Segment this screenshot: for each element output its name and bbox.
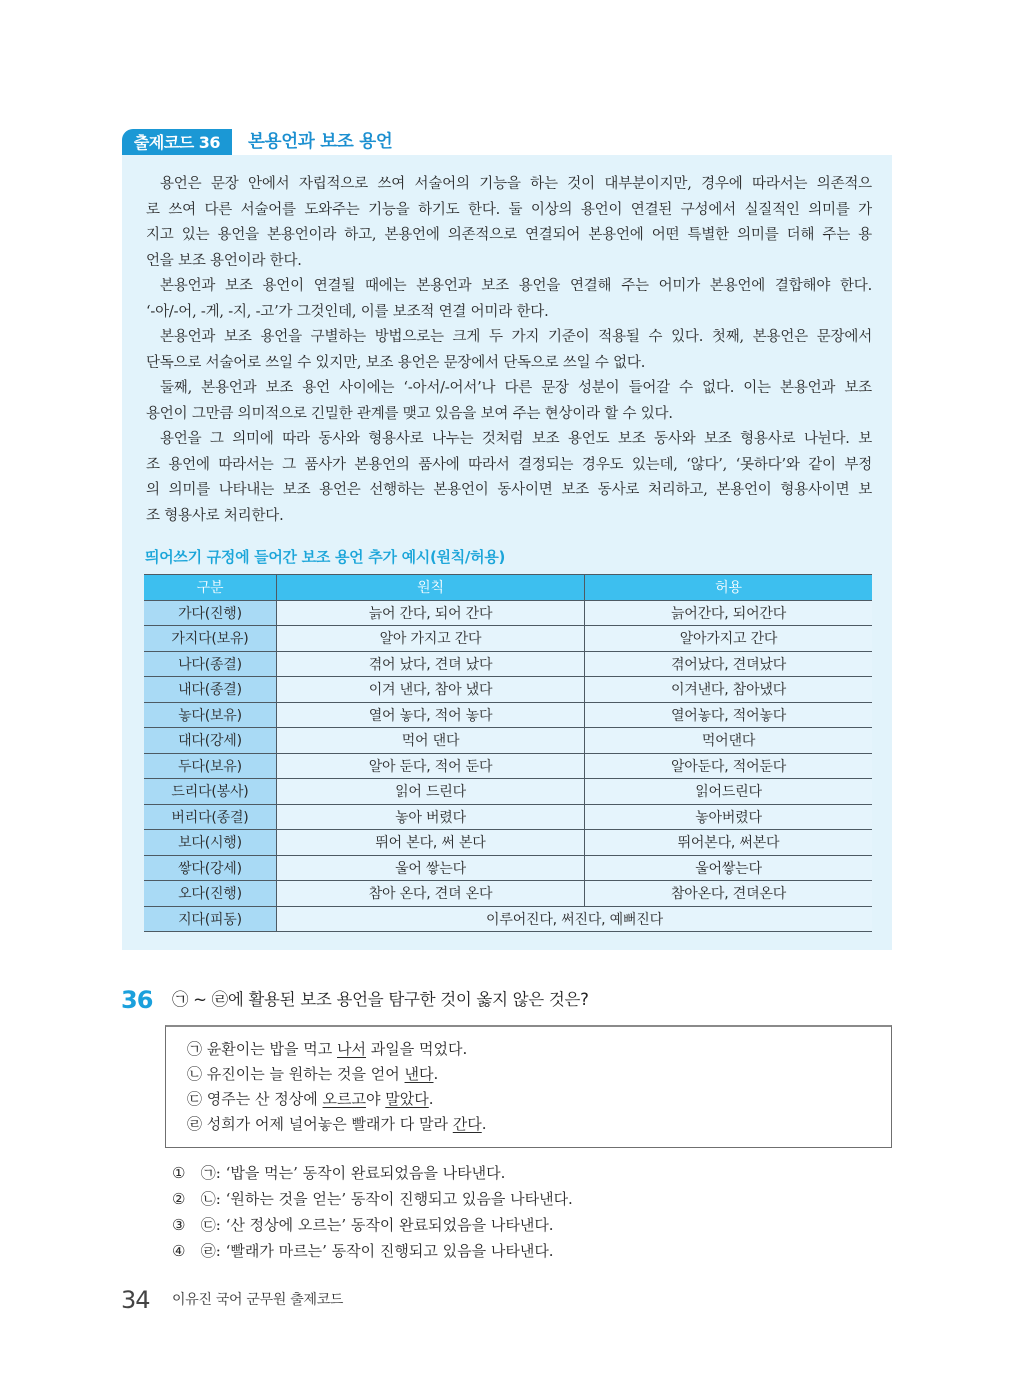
question-number: 36 — [121, 986, 153, 1014]
choice-marker: ㉠: — [200, 1164, 221, 1182]
paragraph — [146, 325, 872, 376]
text-line: 의 의미를 나타내는 보조 용언은 선행하는 본용언이 동사이면 보조 동사로 처리하고, 본용언이 형용사이면 보 — [146, 482, 872, 498]
allowed-cell: 먹어댄다 — [585, 728, 873, 754]
principle-cell: 알아 둔다, 적어 둔다 — [277, 753, 585, 779]
example-marker: ㉡ — [187, 1065, 203, 1083]
example-item — [187, 1112, 487, 1137]
question-prompt: ㉠ ~ ㉣에 활용된 보조 용언을 탐구한 것이 옳지 않은 것은? — [172, 990, 589, 1009]
category-cell: 오다(진행) — [144, 881, 277, 907]
allowed-cell: 이겨낸다, 참아냈다 — [585, 677, 873, 703]
category-cell: 내다(종결) — [144, 677, 277, 703]
example-text: 야 — [366, 1090, 386, 1108]
table-row — [144, 855, 872, 881]
answer-choice-4[interactable] — [172, 1238, 573, 1264]
category-cell: 드리다(봉사) — [144, 779, 277, 805]
table-row — [144, 728, 872, 754]
example-text: . — [428, 1090, 434, 1108]
category-cell: 보다(시행) — [144, 830, 277, 856]
table-row — [144, 626, 872, 652]
choice-marker: ㉡: — [200, 1190, 221, 1208]
category-cell: 두다(보유) — [144, 753, 277, 779]
paragraph — [146, 427, 872, 529]
example-text: 성희가 어제 널어놓은 빨래가 다 말라 — [206, 1115, 453, 1133]
category-cell: 대다(강세) — [144, 728, 277, 754]
allowed-cell: 울어쌓는다 — [585, 855, 873, 881]
principle-cell: 이겨 낸다, 참아 냈다 — [277, 677, 585, 703]
choice-marker: ㉣: — [200, 1242, 221, 1260]
example-text: 윤환이는 밥을 먹고 — [206, 1040, 338, 1058]
text-line: 조 용언에 따라서는 그 품사가 본용언의 품사에 따라서 결정되는 경우도 있는데, ‘않다’, ‘못하다’와 같이 부정 — [146, 456, 872, 473]
choice-text: ‘빨래가 마르는’ 동작이 진행되고 있음을 나타낸다. — [225, 1242, 554, 1260]
table-row — [144, 651, 872, 677]
example-marker: ㉢ — [187, 1090, 203, 1108]
allowed-cell: 열어놓다, 적어놓다 — [585, 702, 873, 728]
merged-cell: 이루어진다, 써진다, 예뻐진다 — [277, 906, 873, 932]
example-text: 유진이는 늘 원하는 것을 얻어 — [206, 1065, 405, 1083]
principle-cell: 알아 가지고 간다 — [277, 626, 585, 652]
table-row — [144, 881, 872, 907]
allowed-cell: 늙어간다, 되어간다 — [585, 600, 873, 626]
category-cell: 쌓다(강세) — [144, 855, 277, 881]
answer-choices — [172, 1160, 573, 1264]
example-item — [187, 1087, 487, 1112]
text-line: 용언을 그 의미에 따라 동사와 형용사로 나누는 것처럼 보조 용언도 보조 동사와 보조 형용사로 나뉜다. 보 — [160, 431, 872, 447]
table-row — [144, 677, 872, 703]
answer-choice-1[interactable] — [172, 1160, 573, 1186]
example-item — [187, 1062, 487, 1087]
example-text: 과일을 먹었다. — [366, 1040, 468, 1058]
example-text: 영주는 산 정상에 — [206, 1090, 323, 1108]
allowed-cell: 참아온다, 견뎌온다 — [585, 881, 873, 907]
text-line: ‘-아/-어, -게, -지, -고’가 그것인데, 이를 보조적 연결 어미라 한다. — [146, 303, 549, 320]
column-header: 허용 — [585, 575, 873, 601]
paragraph — [146, 376, 872, 427]
underlined-verb: 낸다 — [404, 1065, 434, 1083]
principle-cell: 참아 온다, 견뎌 온다 — [277, 881, 585, 907]
column-header: 구분 — [144, 575, 277, 601]
section-title: 본용언과 보조 용언 — [248, 132, 393, 152]
category-cell: 버리다(종결) — [144, 804, 277, 830]
paragraph — [146, 274, 872, 325]
category-cell: 지다(피동) — [144, 906, 277, 932]
principle-cell: 읽어 드린다 — [277, 779, 585, 805]
principle-cell: 놓아 버렸다 — [277, 804, 585, 830]
table-caption: 띄어쓰기 규정에 들어간 보조 용언 추가 예시(원칙/허용) — [145, 548, 506, 566]
answer-choice-3[interactable] — [172, 1212, 573, 1238]
choice-text: ‘원하는 것을 얻는’ 동작이 진행되고 있음을 나타낸다. — [225, 1190, 573, 1208]
example-marker: ㉠ — [187, 1040, 203, 1058]
table-row — [144, 830, 872, 856]
page-number: 34 — [121, 1286, 150, 1314]
underlined-verb: 오르고 — [322, 1090, 367, 1108]
text-line: 본용언과 보조 용언을 구별하는 방법으로는 크게 두 가지 기준이 적용될 수 있다. 첫째, 본용언은 문장에서 — [160, 329, 872, 345]
choice-number: ① — [172, 1164, 186, 1182]
principle-cell: 먹어 댄다 — [277, 728, 585, 754]
choice-text: ‘밥을 먹는’ 동작이 완료되었음을 나타낸다. — [225, 1164, 506, 1182]
text-line: 로 쓰여 다른 서술어를 도와주는 기능을 하기도 한다. 둘 이상의 용언이 연결된 구성에서 실질적인 의미를 가 — [146, 201, 872, 218]
choice-marker: ㉢: — [200, 1216, 221, 1234]
choice-number: ③ — [172, 1216, 186, 1234]
category-cell: 가다(진행) — [144, 600, 277, 626]
example-list — [187, 1037, 487, 1137]
book-title: 이유진 국어 군무원 출제코드 — [172, 1292, 344, 1308]
text-line: 용언은 문장 안에서 자립적으로 쓰여 서술어의 기능을 하는 것이 대부분이지만, 경우에 따라서는 의존적으 — [160, 176, 872, 192]
column-header: 원칙 — [277, 575, 585, 601]
text-line: 조 형용사로 처리한다. — [146, 507, 284, 524]
example-marker: ㉣ — [187, 1115, 203, 1133]
principle-cell: 울어 쌓는다 — [277, 855, 585, 881]
table-header-row — [144, 575, 872, 601]
section-tab: 출제코드 36 — [122, 129, 232, 156]
table-row — [144, 906, 872, 932]
table-row — [144, 753, 872, 779]
table-row — [144, 702, 872, 728]
text-line: 언을 보조 용언이라 한다. — [146, 252, 302, 269]
allowed-cell: 알아둔다, 적어둔다 — [585, 753, 873, 779]
choice-number: ④ — [172, 1242, 186, 1260]
example-text: . — [481, 1115, 487, 1133]
underlined-verb: 간다 — [452, 1115, 482, 1133]
text-line: 지고 있는 용언을 본용언이라 하고, 본용언에 의존적으로 연결되어 본용언에 어떤 특별한 의미를 더해 주는 용 — [146, 227, 872, 243]
allowed-cell: 읽어드린다 — [585, 779, 873, 805]
text-line: 용언이 그만큼 의미적으로 긴밀한 관계를 맺고 있음을 보여 주는 현상이라 할 수 있다. — [146, 405, 673, 422]
table-row — [144, 600, 872, 626]
choice-number: ② — [172, 1190, 186, 1208]
text-line: 단독으로 서술어로 쓰일 수 있지만, 보조 용언은 문장에서 단독으로 쓰일 수 없다. — [146, 354, 646, 371]
underlined-verb: 나서 — [337, 1040, 367, 1058]
example-text: . — [433, 1065, 439, 1083]
allowed-cell: 뛰어본다, 써본다 — [585, 830, 873, 856]
category-cell: 나다(종결) — [144, 651, 277, 677]
example-item — [187, 1037, 487, 1062]
paragraph — [146, 172, 872, 274]
category-cell: 놓다(보유) — [144, 702, 277, 728]
allowed-cell: 놓아버렸다 — [585, 804, 873, 830]
choice-text: ‘산 정상에 오르는’ 동작이 완료되었음을 나타낸다. — [225, 1216, 554, 1234]
answer-choice-2[interactable] — [172, 1186, 573, 1212]
category-cell: 가지다(보유) — [144, 626, 277, 652]
auxiliary-verb-table — [144, 574, 872, 932]
table-row — [144, 779, 872, 805]
allowed-cell: 알아가지고 간다 — [585, 626, 873, 652]
allowed-cell: 겪어났다, 견뎌났다 — [585, 651, 873, 677]
text-line: 본용언과 보조 용언이 연결될 때에는 본용언과 보조 용언을 연결해 주는 어미가 본용언에 결합해야 한다. — [160, 278, 872, 294]
underlined-verb: 말았다 — [385, 1090, 429, 1108]
principle-cell: 뛰어 본다, 써 본다 — [277, 830, 585, 856]
principle-cell: 열어 놓다, 적어 놓다 — [277, 702, 585, 728]
principle-cell: 겪어 났다, 견뎌 났다 — [277, 651, 585, 677]
text-line: 둘째, 본용언과 보조 용언 사이에는 ‘-아서/-어서’나 다른 문장 성분이 들어갈 수 없다. 이는 본용언과 보조 — [160, 380, 872, 396]
table-row — [144, 804, 872, 830]
explanation-text — [146, 172, 872, 529]
principle-cell: 늙어 간다, 되어 간다 — [277, 600, 585, 626]
